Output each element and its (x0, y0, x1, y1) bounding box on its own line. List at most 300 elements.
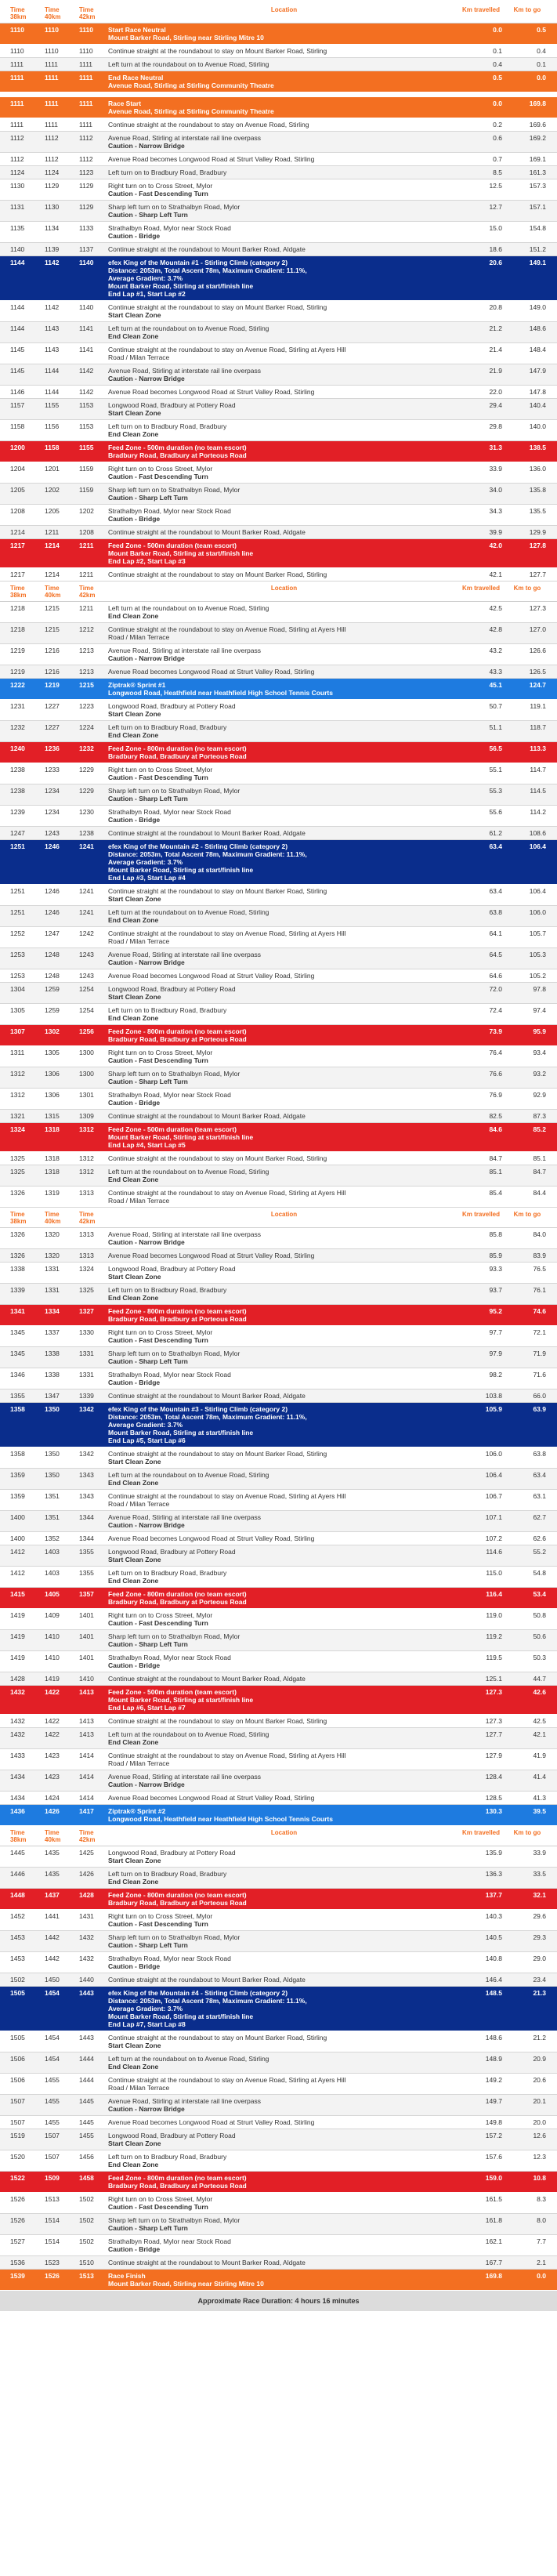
time-40km: 1347 (45, 1392, 60, 1400)
timetable-row (0, 166, 557, 179)
km-travelled: 161.5 (485, 2195, 502, 2203)
location-line: Longwood Road, Bradbury at Pottery Road (108, 1548, 236, 1556)
location-line: Road / Milan Terrace (108, 1759, 170, 1767)
location-line: Strathalbyn Road, Mylor near Stock Road (108, 1091, 231, 1099)
time-38km: 1219 (10, 668, 25, 676)
timetable-row (0, 983, 557, 1004)
timetable-row (0, 2193, 557, 2214)
location-line: Continue straight at the roundabout to Mount Barker Road, Aldgate (108, 829, 306, 837)
time-42km: 1129 (79, 182, 94, 190)
km-travelled: 85.8 (489, 1230, 502, 1238)
location (103, 2193, 460, 2213)
header-km-travelled: Km travelled (461, 1211, 501, 1218)
location-line: Feed Zone - 500m duration (no team escort) (108, 444, 247, 451)
location (103, 243, 460, 255)
location-line: Caution - Fast Descending Turn (108, 1619, 208, 1627)
time-42km: 1344 (79, 1534, 94, 1542)
location-line: End Clean Zone (108, 1176, 159, 1183)
km-to-go: 41.4 (533, 1773, 546, 1781)
location-line: Left turn at the roundabout on to Avenue Road, Stirling (108, 604, 269, 612)
time-40km: 1350 (45, 1405, 60, 1413)
location-line: Caution - Fast Descending Turn (108, 2203, 208, 2211)
km-to-go: 2.1 (537, 2259, 546, 2266)
header-time-40km: Time 40km (45, 1211, 61, 1225)
timetable-row (0, 1532, 557, 1545)
km-to-go: 87.3 (533, 1112, 546, 1120)
time-42km: 1159 (79, 465, 94, 473)
location-line: Road / Milan Terrace (108, 937, 170, 945)
km-to-go: 147.9 (529, 367, 546, 375)
timetable-row-red (0, 1889, 557, 1910)
location (103, 1249, 460, 1262)
timetable-row (0, 885, 557, 906)
location-line: Mount Barker Road, Stirling at start/finish line (108, 1133, 254, 1141)
km-travelled: 125.1 (485, 1675, 502, 1683)
km-travelled: 15.0 (489, 224, 502, 232)
time-38km: 1341 (10, 1307, 25, 1315)
time-42km: 1458 (79, 2174, 94, 2182)
time-42km: 1229 (79, 787, 94, 795)
timetable-row (0, 526, 557, 539)
km-to-go: 140.0 (529, 422, 546, 430)
location-line: Caution - Sharp Left Turn (108, 494, 188, 502)
km-to-go: 33.5 (533, 1870, 546, 1878)
timetable-row (0, 1165, 557, 1187)
time-38km: 1238 (10, 787, 25, 795)
time-40km: 1246 (45, 842, 60, 850)
time-40km: 1331 (45, 1286, 60, 1294)
km-to-go: 42.6 (533, 1688, 546, 1696)
location (103, 1889, 460, 1909)
km-travelled: 42.1 (489, 571, 502, 578)
location-line: Distance: 2053m, Total Ascent 78m, Maximum Gradient: 11.1%, (108, 850, 307, 858)
km-to-go: 126.6 (529, 647, 546, 654)
location-line: Caution - Sharp Left Turn (108, 1078, 188, 1085)
km-to-go: 8.3 (537, 2195, 546, 2203)
location-line: Ziptrak® Sprint #2 (108, 1807, 166, 1815)
location-line: Caution - Sharp Left Turn (108, 2224, 188, 2232)
timetable-row-red (0, 441, 557, 462)
timetable-row (0, 1846, 557, 1868)
km-travelled: 50.7 (489, 702, 502, 710)
header-km-to-go: Km to go (513, 6, 541, 13)
km-to-go: 20.9 (533, 2055, 546, 2063)
location (103, 1046, 460, 1067)
timetable-row (0, 2150, 557, 2172)
time-40km: 1422 (45, 1730, 60, 1738)
location-line: Caution - Sharp Left Turn (108, 211, 188, 219)
time-42km: 1215 (79, 681, 94, 689)
timetable-row (0, 1110, 557, 1123)
time-40km: 1205 (45, 507, 60, 515)
time-38km: 1217 (10, 571, 25, 578)
location-line: Caution - Sharp Left Turn (108, 1640, 188, 1648)
time-40km: 1320 (45, 1252, 60, 1259)
timetable-row (0, 386, 557, 399)
location-line: Avenue Road, Stirling at Stirling Community Theatre (108, 82, 274, 89)
km-travelled: 29.4 (489, 401, 502, 409)
timetable-row (0, 1973, 557, 1987)
time-38km: 1522 (10, 2174, 25, 2182)
location-line: Sharp left turn on to Strathalbyn Road, Mylor (108, 787, 241, 795)
time-40km: 1526 (45, 2272, 60, 2280)
km-to-go: 29.3 (533, 1933, 546, 1941)
timetable-row (0, 1609, 557, 1630)
time-40km: 1426 (45, 1807, 60, 1815)
km-travelled: 135.9 (485, 1849, 502, 1857)
time-42km: 1431 (79, 1912, 94, 1920)
time-40km: 1331 (45, 1265, 60, 1273)
time-42km: 1212 (79, 625, 94, 633)
time-38km: 1311 (10, 1049, 25, 1056)
location (103, 179, 460, 200)
location (103, 2256, 460, 2269)
time-42km: 1312 (79, 1125, 94, 1133)
column-header-row (0, 1826, 557, 1846)
time-40km: 1156 (45, 422, 60, 430)
location (103, 1651, 460, 1672)
km-to-go: 50.6 (533, 1632, 546, 1640)
timetable-row (0, 1910, 557, 1931)
timetable-row (0, 1263, 557, 1284)
time-42km: 1426 (79, 1870, 94, 1878)
location-line: End Clean Zone (108, 1878, 159, 1886)
time-40km: 1111 (45, 121, 59, 129)
time-38km: 1111 (10, 74, 24, 82)
location (103, 222, 460, 242)
location (103, 256, 460, 300)
location-line: Caution - Fast Descending Turn (108, 774, 208, 781)
km-to-go: 42.1 (533, 1730, 546, 1738)
time-42km: 1327 (79, 1307, 94, 1315)
location-line: End Lap #7, Start Lap #8 (108, 2020, 186, 2028)
km-travelled: 63.4 (489, 842, 502, 850)
location (103, 1770, 460, 1791)
time-38km: 1253 (10, 972, 25, 980)
location-line: Continue straight at the roundabout to stay on Mount Barker Road, Stirling (108, 2034, 327, 2042)
time-38km: 1112 (10, 155, 24, 163)
location-line: Continue straight at the roundabout to stay on Mount Barker Road, Stirling (108, 1154, 327, 1162)
location-line: Continue straight at the roundabout to stay on Avenue Road, Stirling at Ayers Hill (108, 1189, 346, 1197)
timetable-row (0, 1545, 557, 1567)
time-40km: 1129 (45, 182, 60, 190)
location-line: Longwood Road, Bradbury at Pottery Road (108, 702, 236, 710)
km-travelled: 64.1 (489, 929, 502, 937)
time-38km: 1326 (10, 1230, 25, 1238)
time-40km: 1142 (45, 259, 60, 266)
location-line: Bradbury Road, Bradbury at Porteous Road (108, 451, 247, 459)
km-to-go: 135.5 (529, 507, 546, 515)
timetable-row (0, 1152, 557, 1165)
km-to-go: 106.4 (529, 842, 546, 850)
time-42km: 1355 (79, 1548, 94, 1556)
time-40km: 1144 (45, 367, 60, 375)
location (103, 1609, 460, 1629)
location (103, 983, 460, 1003)
time-42km: 1413 (79, 1717, 94, 1725)
km-to-go: 0.1 (537, 60, 546, 68)
time-40km: 1514 (45, 2216, 60, 2224)
km-to-go: 21.2 (533, 2034, 546, 2042)
timetable-row (0, 784, 557, 806)
timetable-row (0, 906, 557, 927)
km-travelled: 73.9 (489, 1027, 502, 1035)
time-42km: 1355 (79, 1569, 94, 1577)
location-line: End Clean Zone (108, 1577, 159, 1585)
location-line: End Clean Zone (108, 1479, 159, 1487)
location-line: Ziptrak® Sprint #1 (108, 681, 166, 689)
time-38km: 1359 (10, 1492, 25, 1500)
timetable-row (0, 364, 557, 386)
km-travelled: 12.5 (489, 182, 502, 190)
time-40km: 1435 (45, 1870, 60, 1878)
location (103, 58, 460, 71)
km-travelled: 76.4 (489, 1049, 502, 1056)
header-time-42km: Time 42km (79, 1829, 96, 1843)
km-travelled: 84.6 (489, 1125, 502, 1133)
location (103, 1931, 460, 1951)
time-42km: 1208 (79, 528, 94, 536)
km-travelled: 103.8 (485, 1392, 502, 1400)
time-38km: 1419 (10, 1611, 25, 1619)
time-40km: 1110 (45, 26, 59, 34)
time-42km: 1232 (79, 745, 94, 752)
time-38km: 1358 (10, 1405, 25, 1413)
location-line: Continue straight at the roundabout to Mount Barker Road, Aldgate (108, 1675, 306, 1683)
km-to-go: 85.1 (533, 1154, 546, 1162)
time-40km: 1211 (45, 528, 60, 536)
time-40km: 1507 (45, 2153, 60, 2161)
time-40km: 1158 (45, 444, 60, 451)
time-38km: 1415 (10, 1590, 25, 1598)
km-travelled: 61.2 (489, 829, 502, 837)
km-to-go: 42.5 (533, 1717, 546, 1725)
time-40km: 1306 (45, 1091, 60, 1099)
location-line: End Lap #4, Start Lap #5 (108, 1141, 186, 1149)
timetable-row (0, 1952, 557, 1973)
location-line: Continue straight at the roundabout to stay on Mount Barker Road, Stirling (108, 1450, 327, 1458)
time-42km: 1140 (79, 259, 94, 266)
location (103, 201, 460, 221)
time-38km: 1110 (10, 47, 24, 55)
time-38km: 1325 (10, 1154, 25, 1162)
timetable-row-red (0, 1305, 557, 1326)
km-travelled: 106.4 (485, 1471, 502, 1479)
time-38km: 1419 (10, 1632, 25, 1640)
location (103, 2150, 460, 2171)
km-travelled: 148.5 (485, 1989, 502, 1997)
km-travelled: 21.2 (489, 324, 502, 332)
km-to-go: 161.3 (529, 168, 546, 176)
location-line: Caution - Narrow Bridge (108, 1521, 185, 1529)
time-40km: 1523 (45, 2259, 60, 2266)
location-line: Start Clean Zone (108, 1458, 161, 1466)
location-line: Continue straight at the roundabout to stay on Avenue Road, Stirling at Ayers Hill (108, 929, 346, 937)
timetable-row-navy (0, 1987, 557, 2031)
location (103, 885, 460, 905)
km-to-go: 66.0 (533, 1392, 546, 1400)
time-42km: 1159 (79, 486, 94, 494)
km-travelled: 97.9 (489, 1350, 502, 1357)
location (103, 623, 460, 643)
time-40km: 1219 (45, 681, 60, 689)
location (103, 1792, 460, 1804)
time-40km: 1246 (45, 908, 60, 916)
km-to-go: 106.0 (529, 908, 546, 916)
timetable-row (0, 1046, 557, 1067)
timetable-row-navy (0, 1403, 557, 1447)
location-line: Caution - Bridge (108, 515, 161, 523)
location (103, 526, 460, 538)
timetable-row (0, 132, 557, 153)
location (103, 1004, 460, 1024)
time-42km: 1444 (79, 2076, 94, 2084)
km-travelled: 0.5 (493, 74, 502, 82)
time-38km: 1346 (10, 1371, 25, 1379)
time-38km: 1446 (10, 1870, 25, 1878)
time-40km: 1454 (45, 2034, 60, 2042)
km-to-go: 114.5 (530, 787, 546, 795)
location-line: End Clean Zone (108, 1738, 159, 1746)
time-42km: 1141 (79, 324, 94, 332)
time-38km: 1312 (10, 1070, 25, 1078)
location (103, 1469, 460, 1489)
column-header-row (0, 1208, 557, 1228)
location-line: Left turn at the roundabout on to Avenue Road, Stirling (108, 1730, 269, 1738)
time-42km: 1432 (79, 1933, 94, 1941)
location (103, 1686, 460, 1714)
time-42km: 1137 (79, 245, 94, 253)
time-38km: 1527 (10, 2237, 25, 2245)
location (103, 301, 460, 321)
time-40km: 1403 (45, 1569, 60, 1577)
location-line: Strathalbyn Road, Mylor near Stock Road (108, 808, 231, 816)
time-40km: 1216 (45, 668, 60, 676)
time-38km: 1536 (10, 2259, 25, 2266)
time-38km: 1144 (10, 303, 25, 311)
km-travelled: 0.2 (493, 121, 502, 129)
time-38km: 1217 (10, 542, 25, 549)
header-time-38km: Time 38km (10, 1829, 27, 1843)
km-to-go: 114.7 (530, 766, 546, 774)
km-travelled: 64.5 (489, 951, 502, 958)
km-to-go: 54.8 (533, 1569, 546, 1577)
time-42km: 1401 (79, 1654, 94, 1661)
location (103, 2235, 460, 2255)
location-line: efex King of the Mountain #3 - Stirling Climb (category 2) (108, 1405, 288, 1413)
time-38km: 1251 (10, 887, 25, 895)
time-40km: 1351 (45, 1492, 60, 1500)
km-travelled: 119.5 (486, 1654, 502, 1661)
time-38km: 1205 (10, 486, 25, 494)
time-42km: 1313 (79, 1230, 94, 1238)
km-travelled: 140.3 (485, 1912, 502, 1920)
time-42km: 1432 (79, 1955, 94, 1962)
location-line: Continue straight at the roundabout to stay on Mount Barker Road, Stirling (108, 47, 327, 55)
timetable-row-red (0, 1025, 557, 1046)
location-line: Avenue Road, Stirling at interstate rail line overpass (108, 647, 261, 654)
time-38km: 1412 (10, 1548, 25, 1556)
time-38km: 1111 (10, 121, 24, 129)
location (103, 1263, 460, 1283)
time-42km: 1241 (79, 908, 94, 916)
time-40km: 1455 (45, 2076, 60, 2084)
time-42km: 1339 (79, 1392, 94, 1400)
location-line: Caution - Narrow Bridge (108, 375, 185, 382)
time-38km: 1506 (10, 2055, 25, 2063)
time-40km: 1338 (45, 1371, 60, 1379)
location-line: Sharp left turn on to Strathalbyn Road, Mylor (108, 486, 241, 494)
timetable-row (0, 1630, 557, 1651)
location (103, 1326, 460, 1346)
location (103, 2270, 460, 2290)
location-line: Mount Barker Road, Stirling at start/finish line (108, 282, 254, 290)
header-location: Location (270, 1829, 298, 1836)
time-42km: 1357 (79, 1590, 94, 1598)
timetable-row (0, 1469, 557, 1490)
time-40km: 1112 (45, 155, 59, 163)
timetable-row (0, 1672, 557, 1686)
location-line: Right turn on to Cross Street, Mylor (108, 182, 213, 190)
timetable-row (0, 1749, 557, 1770)
location (103, 153, 460, 165)
location (103, 462, 460, 483)
location (103, 827, 460, 839)
time-40km: 1259 (45, 1006, 60, 1014)
time-38km: 1131 (10, 203, 25, 211)
km-to-go: 108.6 (529, 829, 546, 837)
time-40km: 1422 (45, 1717, 60, 1725)
time-40km: 1422 (45, 1688, 60, 1696)
km-travelled: 85.9 (489, 1252, 502, 1259)
km-travelled: 127.3 (485, 1717, 502, 1725)
km-to-go: 113.3 (530, 745, 546, 752)
timetable-row (0, 2052, 557, 2074)
location-line: Caution - Fast Descending Turn (108, 1920, 208, 1928)
timetable-row (0, 1728, 557, 1749)
km-to-go: 50.8 (533, 1611, 546, 1619)
km-travelled: 85.4 (489, 1189, 502, 1197)
location-line: Left turn on to Bradbury Road, Bradbury (108, 1006, 227, 1014)
time-38km: 1145 (10, 346, 25, 353)
timetable-row (0, 420, 557, 441)
location-line: Bradbury Road, Bradbury at Porteous Road (108, 2182, 247, 2190)
time-38km: 1507 (10, 2097, 25, 2105)
km-to-go: 21.3 (533, 1989, 546, 1997)
location-line: Start Clean Zone (108, 1857, 161, 1864)
km-travelled: 128.5 (485, 1794, 502, 1802)
column-header-row (0, 3, 557, 24)
location (103, 1067, 460, 1088)
km-travelled: 159.0 (485, 2174, 502, 2182)
location-line: Left turn on to Bradbury Road, Bradbury (108, 1870, 227, 1878)
location-line: Continue straight at the roundabout to Mount Barker Road, Aldgate (108, 528, 306, 536)
location-line: Sharp left turn on to Strathalbyn Road, Mylor (108, 1350, 241, 1357)
location-line: Avenue Road becomes Longwood Road at Strurt Valley Road, Stirling (108, 2118, 315, 2126)
time-40km: 1259 (45, 985, 60, 993)
location-line: Sharp left turn on to Strathalbyn Road, Mylor (108, 203, 241, 211)
time-40km: 1214 (45, 571, 60, 578)
location-line: End Clean Zone (108, 1014, 159, 1022)
time-38km: 1305 (10, 1006, 25, 1014)
location-line: Strathalbyn Road, Mylor near Stock Road (108, 1955, 231, 1962)
location-line: Avenue Road becomes Longwood Road at Strurt Valley Road, Stirling (108, 668, 315, 676)
timetable-row (0, 1004, 557, 1025)
location (103, 1284, 460, 1304)
km-travelled: 72.0 (489, 985, 502, 993)
location-line: Continue straight at the roundabout to Mount Barker Road, Aldgate (108, 1112, 306, 1120)
time-42km: 1112 (79, 134, 93, 142)
